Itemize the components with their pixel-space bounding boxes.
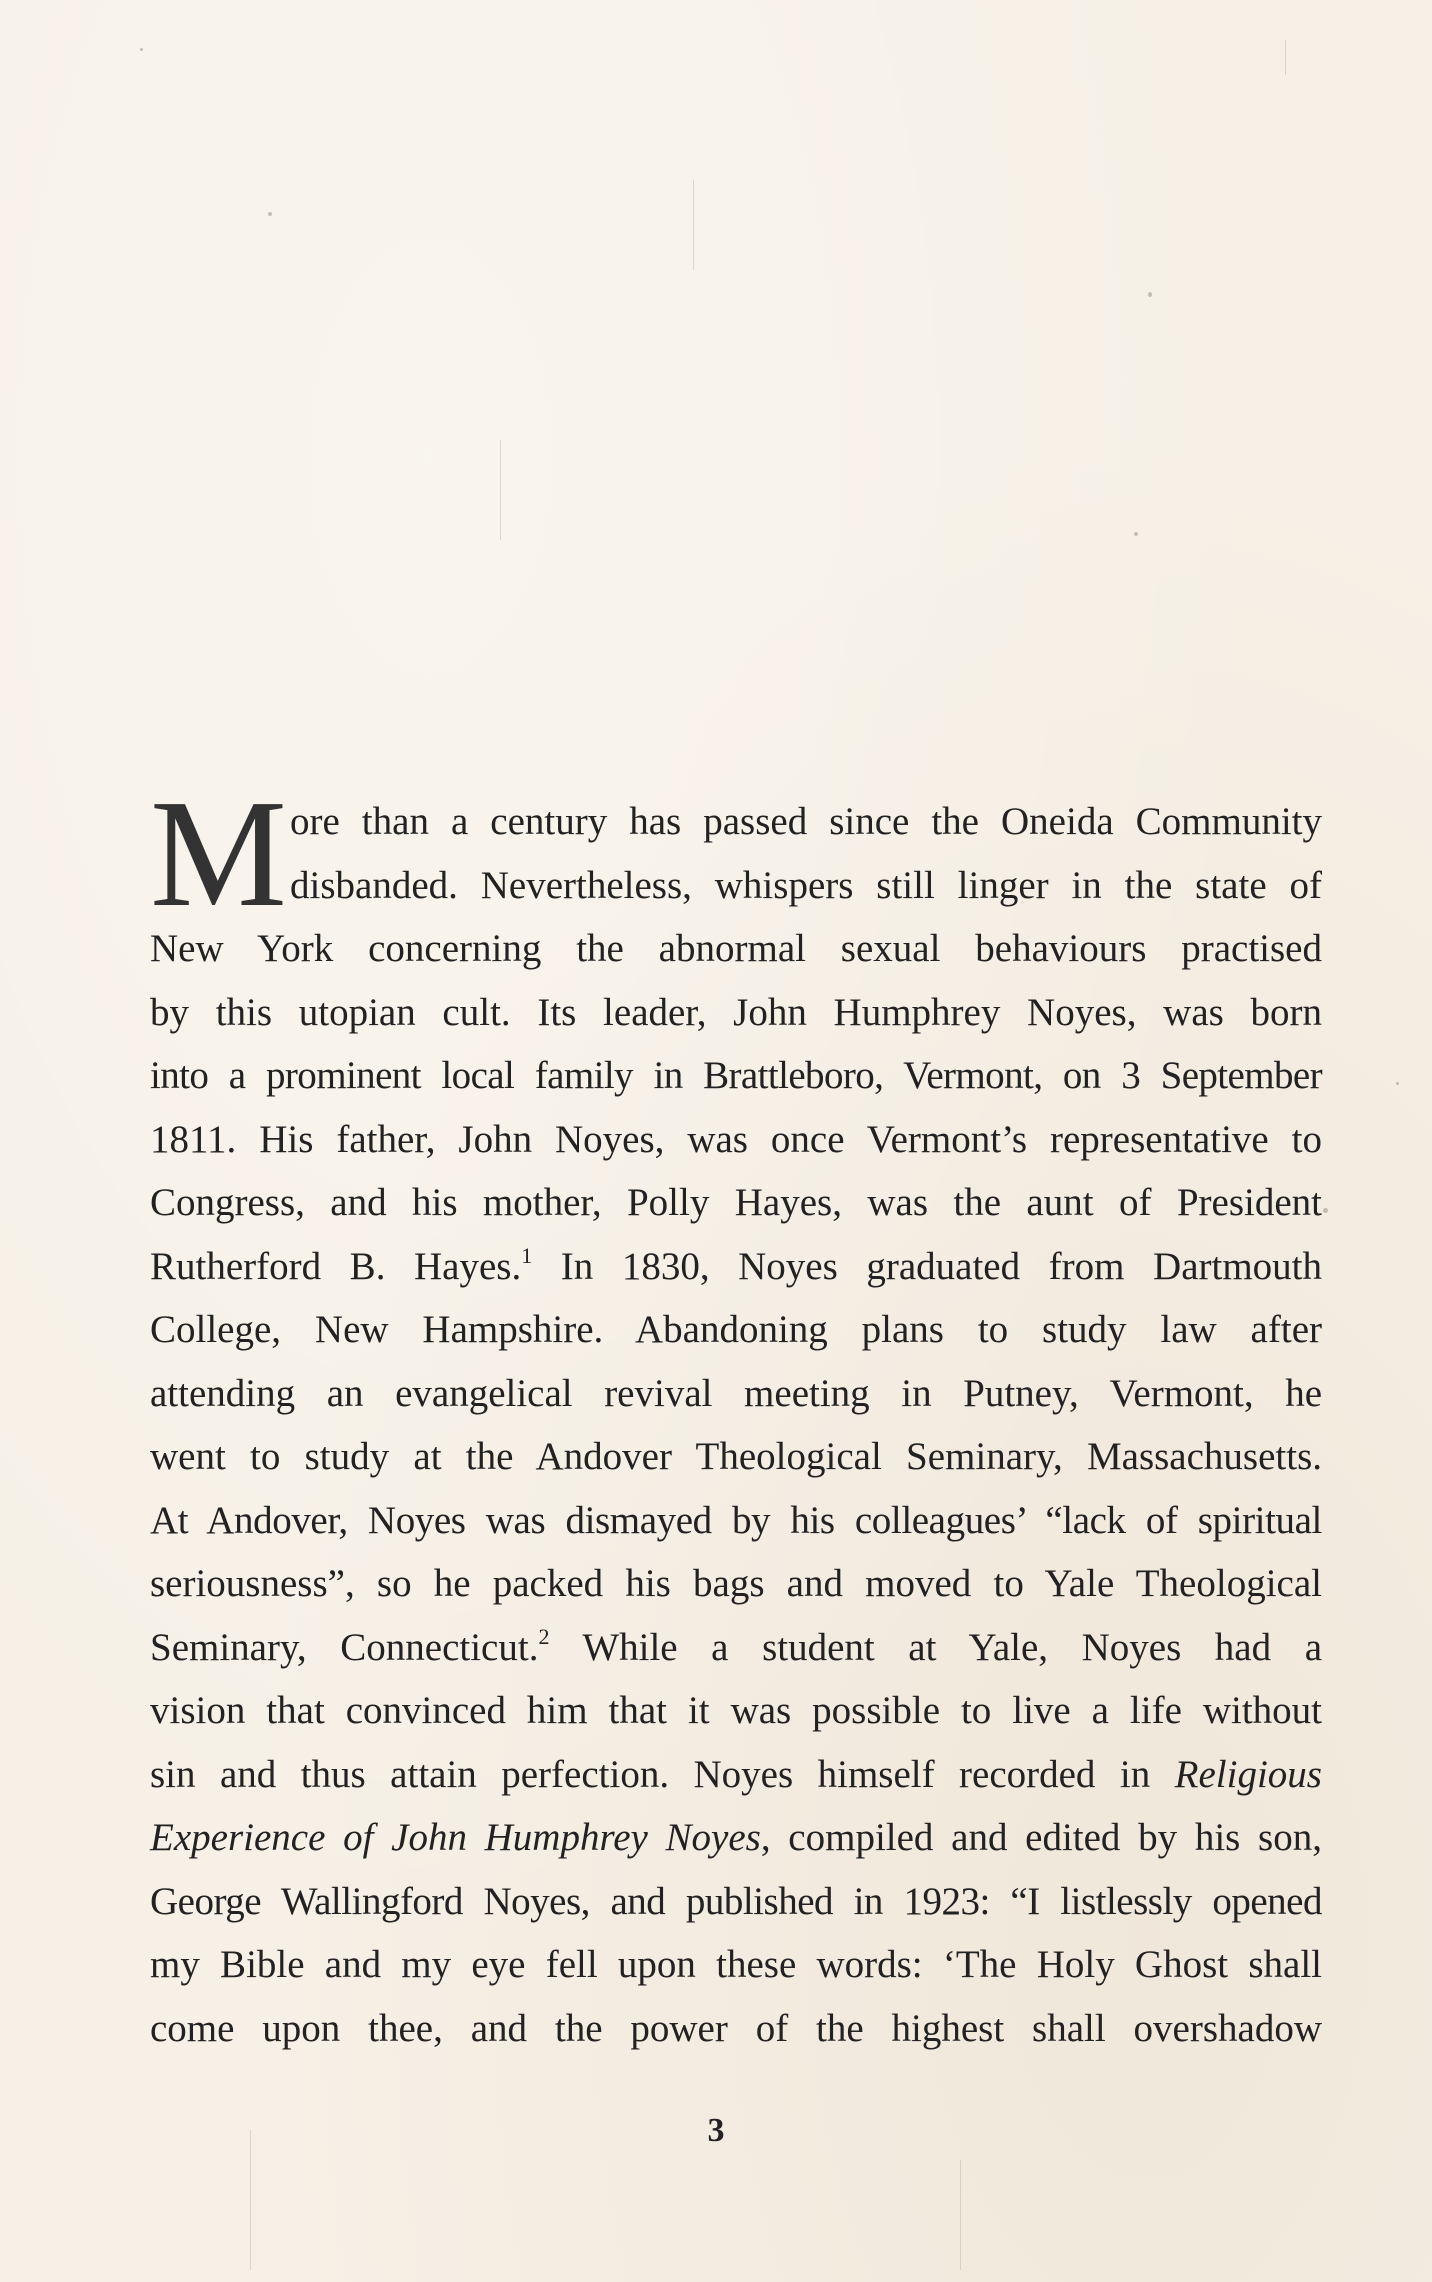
footnote-ref-2: 2 bbox=[538, 1623, 550, 1649]
book-title-part-2: Experience of John Humphrey Noyes bbox=[150, 1816, 761, 1859]
line-8-part-b: In 1830, Noyes graduated from Dartmouth bbox=[560, 1244, 1322, 1288]
paper-streak bbox=[960, 2160, 961, 2270]
text-line-11: went to study at the Andover Theological Seminary, Massachusetts. bbox=[150, 1435, 1322, 1478]
paper-speck bbox=[140, 48, 143, 51]
text-line-1: ore than a century has passed since the Oneida Community bbox=[290, 800, 1322, 843]
text-line-16 bbox=[150, 1743, 1322, 1807]
text-line-5: into a prominent local family in Brattleboro, Vermont, on 3 September bbox=[150, 1054, 1322, 1097]
line-14-part-b: While a student at Yale, Noyes had a bbox=[582, 1625, 1322, 1669]
paper-streak bbox=[500, 440, 501, 540]
text-line-17 bbox=[150, 1806, 1322, 1870]
text-line-9: College, New Hampshire. Abandoning plans to study law after bbox=[150, 1308, 1322, 1351]
text-line-4: by this utopian cult. Its leader, John Humphrey Noyes, was born bbox=[150, 990, 1322, 1034]
line-8-part-a: Rutherford B. Hayes. bbox=[150, 1244, 522, 1288]
paper-speck bbox=[1148, 292, 1152, 297]
paper-streak bbox=[693, 180, 694, 270]
footnote-ref-1: 1 bbox=[521, 1242, 533, 1268]
body-text bbox=[150, 769, 1322, 2060]
page-number: 3 bbox=[707, 2112, 725, 2149]
paper-speck bbox=[1396, 1082, 1399, 1085]
text-line-6: 1811. His father, John Noyes, was once Vermont’s representative to bbox=[150, 1117, 1322, 1161]
text-line-12: At Andover, Noyes was dismayed by his colleagues’ “lack of spiritual bbox=[150, 1498, 1322, 1542]
text-line-13: seriousness”, so he packed his bags and moved to Yale Theological bbox=[150, 1562, 1322, 1605]
text-line-18: George Wallingford Noyes, and published in 1923: “I listlessly opened bbox=[150, 1879, 1322, 1923]
line-14-part-a: Seminary, Connecticut. bbox=[150, 1625, 539, 1669]
text-line-20: come upon thee, and the power of the highest shall overshadow bbox=[150, 2006, 1322, 2050]
text-line-10: attending an evangelical revival meeting in Putney, Vermont, he bbox=[150, 1371, 1322, 1415]
text-line-15: vision that convinced him that it was possible to live a life without bbox=[150, 1689, 1322, 1732]
drop-cap-letter: M bbox=[150, 769, 287, 939]
text-line-19: my Bible and my eye fell upon these words: ‘The Holy Ghost shall bbox=[150, 1943, 1322, 1986]
paper-streak bbox=[1285, 40, 1286, 75]
text-line-7: Congress, and his mother, Polly Hayes, was the aunt of President bbox=[150, 1181, 1322, 1224]
paper-speck bbox=[1134, 532, 1138, 536]
paper-speck bbox=[1323, 1208, 1328, 1213]
paper-streak bbox=[250, 2130, 251, 2270]
line-17-part-b: , compiled and edited by his son, bbox=[760, 1816, 1322, 1859]
paper-speck bbox=[268, 212, 272, 216]
text-line-14 bbox=[150, 1616, 1322, 1680]
line-16-part-a: sin and thus attain perfection. Noyes himself recorded in bbox=[150, 1752, 1151, 1796]
text-line-2: disbanded. Nevertheless, whispers still linger in the state of bbox=[290, 863, 1322, 907]
book-title-part-1: Religious bbox=[1174, 1752, 1322, 1796]
text-line-3: New York concerning the abnormal sexual behaviours practised bbox=[150, 927, 1322, 970]
text-line-8 bbox=[150, 1235, 1322, 1299]
